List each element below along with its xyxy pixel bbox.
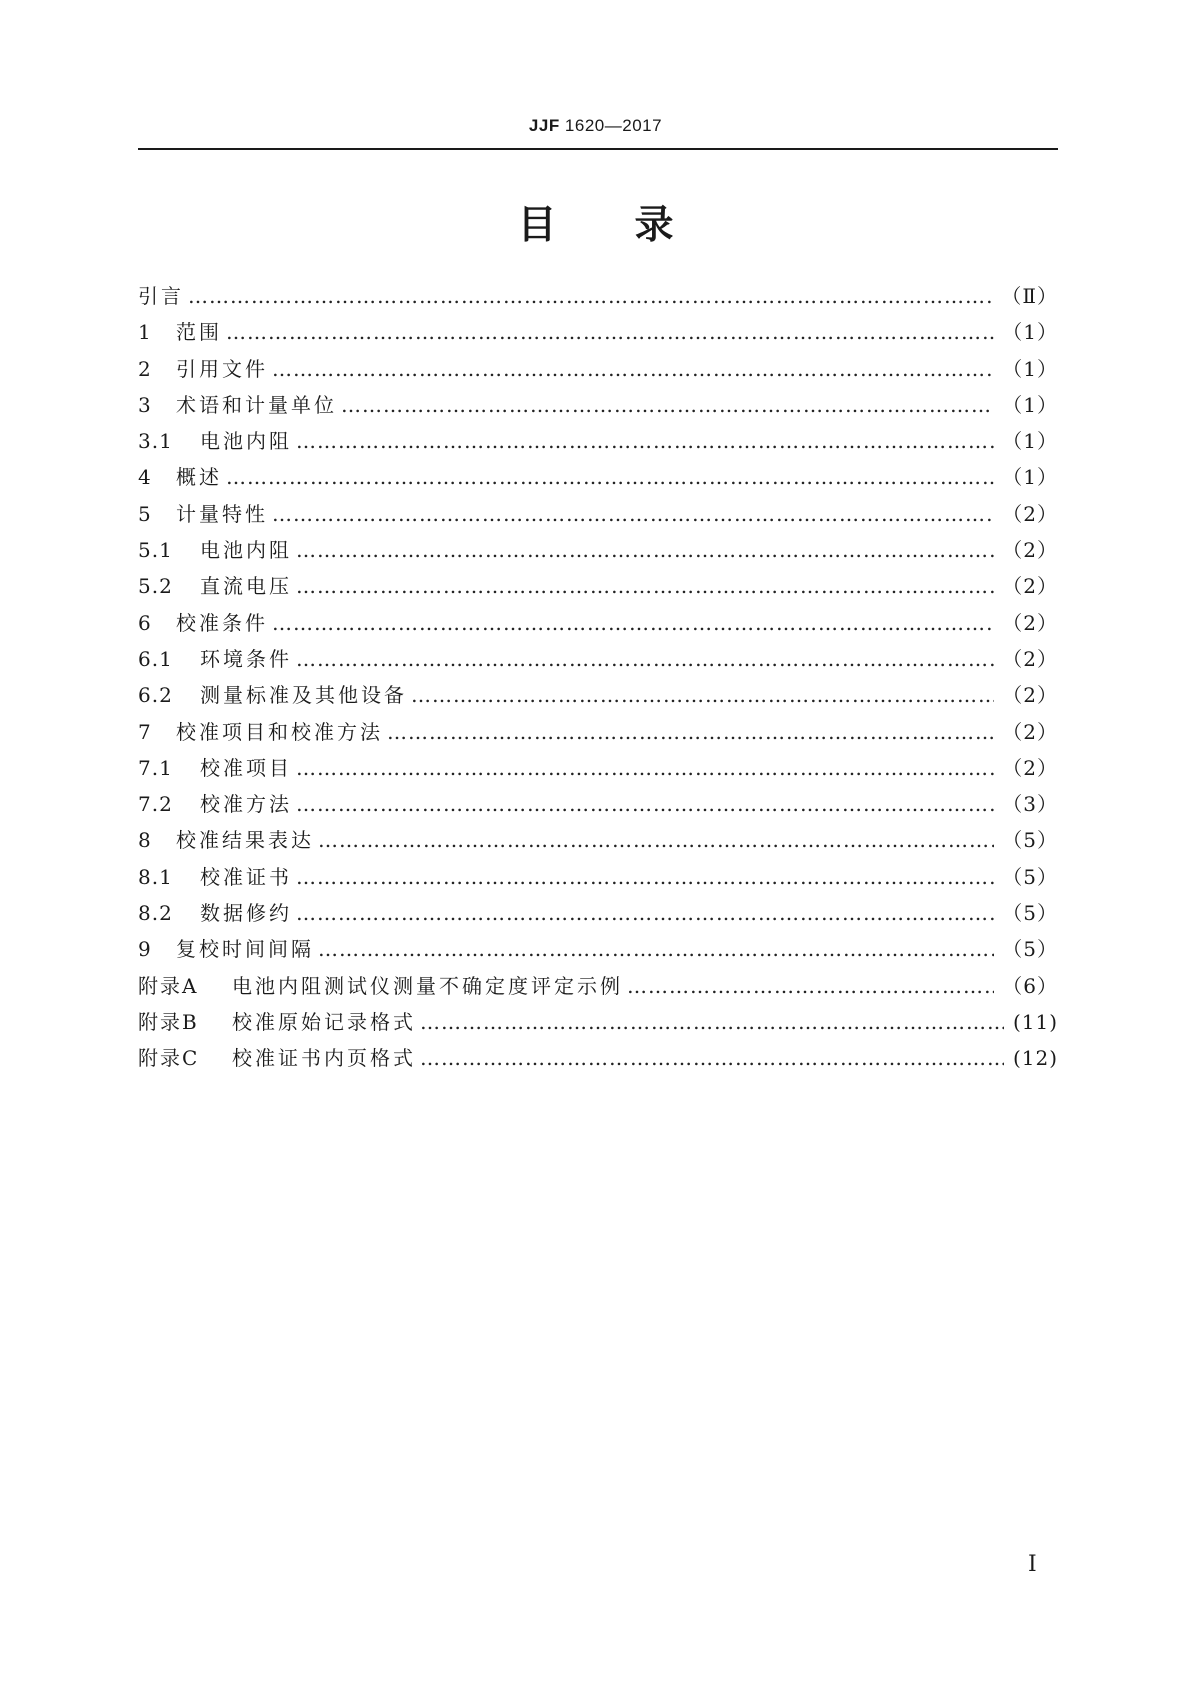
toc-dot-leader — [318, 822, 994, 858]
toc-entry-number: 9 — [138, 937, 152, 962]
toc-dot-leader — [226, 459, 994, 495]
table-of-contents — [138, 278, 1058, 1077]
toc-entry-page: （5） — [1002, 828, 1058, 853]
toc-entry-number: 6.1 — [138, 646, 173, 671]
toc-entry-number: 8 — [138, 828, 152, 853]
toc-dot-leader — [387, 714, 994, 750]
toc-entry[interactable] — [138, 459, 1058, 495]
toc-dot-leader — [411, 677, 994, 713]
toc-entry-page: （6） — [1002, 973, 1058, 998]
toc-entry-title: 概述 — [176, 465, 222, 490]
toc-dot-leader — [272, 351, 994, 387]
toc-dot-leader — [296, 859, 994, 895]
toc-entry[interactable] — [138, 750, 1058, 786]
toc-entry-page: （1） — [1002, 465, 1058, 490]
toc-entry-title: 电池内阻 — [200, 538, 292, 563]
toc-dot-leader — [272, 496, 994, 532]
toc-dot-leader — [272, 605, 994, 641]
toc-entry-number: 附录B — [138, 1009, 199, 1034]
toc-entry-title: 计量特性 — [176, 501, 268, 526]
toc-entry-title: 电池内阻测试仪测量不确定度评定示例 — [232, 973, 623, 998]
toc-entry-page: （3） — [1002, 792, 1058, 817]
toc-entry-page: (11) — [1012, 1009, 1058, 1034]
standard-code-prefix: JJF — [528, 116, 560, 135]
toc-entry-page: （1） — [1002, 392, 1058, 417]
toc-entry-page: （2） — [1002, 755, 1058, 780]
standard-code — [0, 116, 1191, 136]
toc-entry-title: 校准证书内页格式 — [232, 1046, 416, 1071]
toc-entry-page: （1） — [1002, 429, 1058, 454]
toc-entry[interactable] — [138, 714, 1058, 750]
toc-entry-title: 校准项目和校准方法 — [176, 719, 383, 744]
toc-entry-page: （2） — [1002, 501, 1058, 526]
toc-entry[interactable] — [138, 387, 1058, 423]
toc-entry-page: （2） — [1002, 683, 1058, 708]
toc-entry-number: 7.2 — [138, 792, 173, 817]
toc-entry-title: 测量标准及其他设备 — [200, 683, 407, 708]
toc-entry[interactable] — [138, 895, 1058, 931]
toc-entry[interactable] — [138, 314, 1058, 350]
toc-entry-page: （1） — [1002, 356, 1058, 381]
toc-entry[interactable] — [138, 931, 1058, 967]
toc-entry-title: 校准方法 — [200, 792, 292, 817]
toc-entry-title: 复校时间间隔 — [176, 937, 314, 962]
toc-dot-leader — [420, 1004, 1004, 1040]
toc-dot-leader — [296, 750, 994, 786]
toc-entry[interactable] — [138, 605, 1058, 641]
toc-entry[interactable] — [138, 641, 1058, 677]
toc-entry-number: 附录A — [138, 973, 199, 998]
toc-entry-number: 5.1 — [138, 538, 173, 563]
toc-dot-leader — [420, 1040, 1004, 1076]
toc-entry-title: 校准项目 — [200, 755, 292, 780]
toc-entry[interactable] — [138, 1040, 1058, 1076]
toc-entry-page: (12) — [1012, 1046, 1058, 1071]
toc-entry-title: 数据修约 — [200, 901, 292, 926]
toc-entry-title: 电池内阻 — [200, 429, 292, 454]
toc-entry-title: 校准原始记录格式 — [232, 1009, 416, 1034]
toc-entry-page: （2） — [1002, 646, 1058, 671]
toc-entry-page: （5） — [1002, 937, 1058, 962]
toc-entry-number: 7.1 — [138, 755, 173, 780]
toc-entry[interactable] — [138, 859, 1058, 895]
page-number: I — [1028, 1552, 1037, 1577]
toc-entry[interactable] — [138, 351, 1058, 387]
toc-entry-title: 环境条件 — [200, 646, 292, 671]
toc-entry[interactable] — [138, 423, 1058, 459]
header-rule — [138, 148, 1058, 150]
toc-entry[interactable] — [138, 786, 1058, 822]
toc-dot-leader — [296, 423, 994, 459]
toc-entry-title: 校准条件 — [176, 610, 268, 635]
toc-entry-number: 5.2 — [138, 574, 173, 599]
toc-dot-leader — [296, 786, 994, 822]
toc-entry-title: 术语和计量单位 — [176, 392, 337, 417]
toc-entry-number: 3 — [138, 392, 152, 417]
toc-dot-leader — [627, 968, 994, 1004]
toc-entry[interactable] — [138, 278, 1058, 314]
toc-entry-title: 校准结果表达 — [176, 828, 314, 853]
toc-dot-leader — [318, 931, 994, 967]
toc-entry[interactable] — [138, 677, 1058, 713]
toc-entry-page: （Ⅱ） — [1001, 284, 1058, 308]
toc-entry-number: 8.1 — [138, 864, 173, 889]
toc-entry-title: 校准证书 — [200, 864, 292, 889]
toc-dot-leader — [296, 532, 994, 568]
toc-entry-page: （2） — [1002, 538, 1058, 563]
toc-entry[interactable] — [138, 568, 1058, 604]
toc-entry[interactable] — [138, 822, 1058, 858]
toc-entry-title: 范围 — [176, 320, 222, 345]
toc-entry-number: 7 — [138, 719, 152, 744]
toc-dot-leader — [341, 387, 994, 423]
toc-entry-title: 引用文件 — [176, 356, 268, 381]
toc-entry-page: （2） — [1002, 574, 1058, 599]
toc-dot-leader — [296, 568, 994, 604]
toc-entry-number: 5 — [138, 501, 152, 526]
toc-entry[interactable] — [138, 532, 1058, 568]
toc-title: 目录 — [517, 203, 752, 248]
toc-entry[interactable] — [138, 1004, 1058, 1040]
toc-entry-page: （5） — [1002, 901, 1058, 926]
toc-entry-number: 4 — [138, 465, 152, 490]
toc-entry-page: （1） — [1002, 320, 1058, 345]
toc-entry[interactable] — [138, 496, 1058, 532]
toc-entry-title: 引言 — [138, 284, 184, 308]
toc-entry-number: 3.1 — [138, 429, 173, 454]
standard-code-number: 1620—2017 — [559, 116, 663, 135]
toc-dot-leader — [226, 314, 994, 350]
toc-entry-page: （2） — [1002, 719, 1058, 744]
toc-entry-page: （2） — [1002, 610, 1058, 635]
toc-entry[interactable] — [138, 968, 1058, 1004]
toc-entry-number: 6 — [138, 610, 152, 635]
toc-entry-number: 1 — [138, 320, 152, 345]
toc-entry-number: 2 — [138, 356, 152, 381]
toc-entry-number: 6.2 — [138, 683, 173, 708]
toc-dot-leader — [188, 278, 993, 314]
toc-entry-title: 直流电压 — [200, 574, 292, 599]
toc-dot-leader — [296, 641, 994, 677]
toc-dot-leader — [296, 895, 994, 931]
toc-entry-number: 8.2 — [138, 901, 173, 926]
toc-entry-number: 附录C — [138, 1046, 200, 1071]
toc-entry-page: （5） — [1002, 864, 1058, 889]
